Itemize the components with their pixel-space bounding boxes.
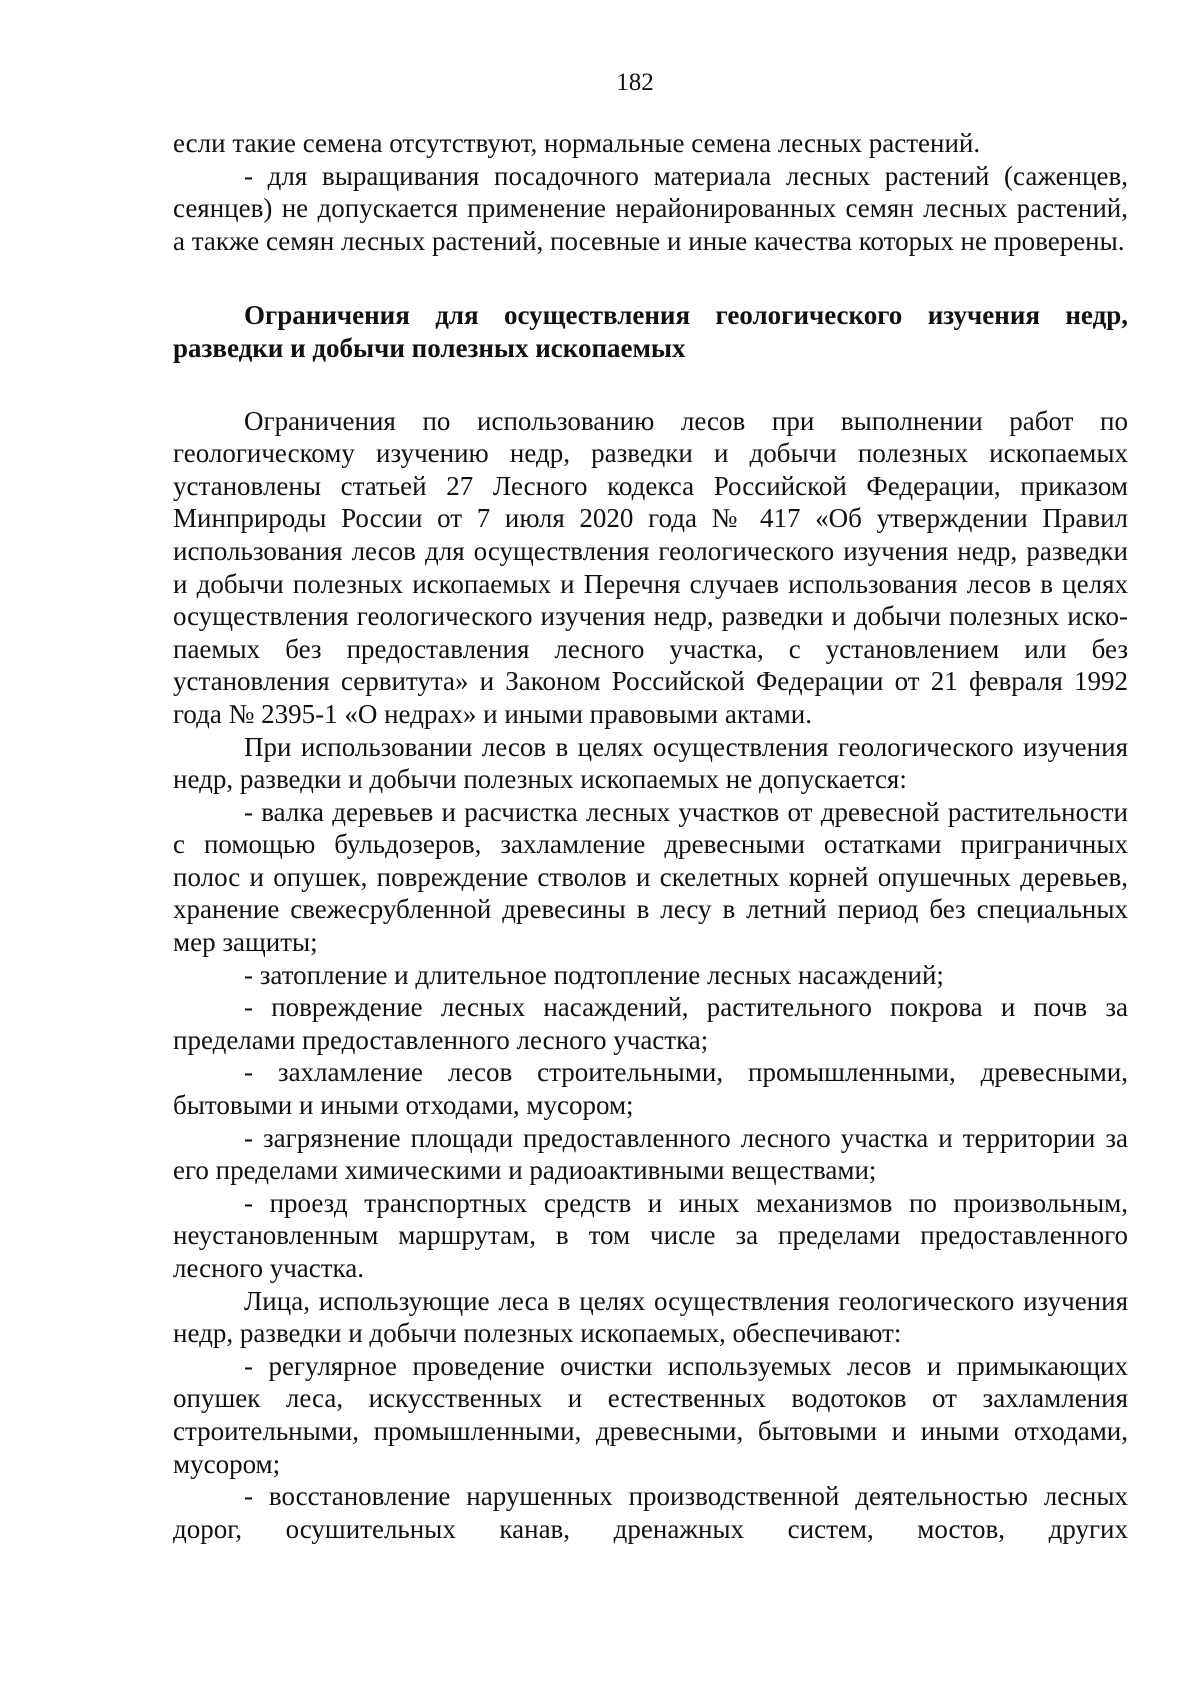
list-item-restoration: - восстановление нарушенных производственной деятельностью лесных дорог, осушительных канав, дренажных систем, мостов, других — [173, 1481, 1128, 1544]
section-heading: Ограничения для осуществления геологического изучения недр, разведки и добычи полезных ископаемых — [173, 300, 1128, 363]
paragraph-seeds-restriction: - для выращивания посадочного материала лесных растений (саженцев, сеянцев) не допускается применение нерайонированных семян лесных растений, а также семян лесных растений, посевные и иные качества которых не проверены. — [173, 160, 1128, 256]
list-item-felling: - валка деревьев и расчистка лесных участков от древесной растительности с помощью бульдозеров, захламление древесными остатками приграничных полос и опушек, повреждение стволов и скелетных корней опушечных деревьев, хранение свежесрубленной древесины в лесу в летний период без специальных мер защиты; — [173, 796, 1128, 958]
list-item-pollution: - загрязнение площади предоставленного лесного участка и территории за его пределами химическими и радиоактивными веществами; — [173, 1122, 1128, 1186]
page-content — [173, 127, 1128, 1545]
paragraph-restrictions-basis: Ограничения по использованию лесов при выполнении работ по геологическому изучению недр, разведки и добычи полезных ископаемых установлены статьей 27 Лесного кодекса Российской Федерации, приказом Минприроды России от 7 июля 2020 года № 417 «Об утверждении Правил использования лесов для осуществления геологического изучения недр, разведки и добычи полезных ископаемых и Перечня случаев использования лесов в целях осуществления геологического изучения недр, разведки и добычи полезных иско-паемых без предоставления лесного участка, с установлением или без установления сервитута» и Законом Российской Федерации от 21 февраля 1992 года № 2395-1 «О недрах» и иными правовыми актами. — [173, 405, 1128, 729]
list-item-vehicle-passage: - проезд транспортных средств и иных механизмов по произвольным, неустановленным маршрутам, в том числе за пределами предоставленного лесного участка. — [173, 1187, 1128, 1283]
list-item-cleaning: - регулярное проведение очистки используемых лесов и примыкающих опушек леса, искусственных и естественных водотоков от захламления строительными, промышленными, древесными, бытовыми и иными отходами, мусором; — [173, 1350, 1128, 1479]
list-item-damage: - повреждение лесных насаждений, растительного покрова и почв за пределами предоставленного лесного участка; — [173, 992, 1128, 1055]
paragraph-not-allowed-intro: При использовании лесов в целях осуществления геологического изучения недр, разведки и добычи полезных ископаемых не допускается: — [173, 731, 1128, 795]
paragraph-obligations-intro: Лица, использующие леса в целях осуществления геологического изучения недр, разведки и добычи полезных ископаемых, обеспечивают: — [173, 1285, 1128, 1349]
list-item-flooding: - затопление и длительное подтопление лесных насаждений; — [244, 959, 944, 990]
page-number: 182 — [616, 69, 654, 96]
list-item-littering: - захламление лесов строительными, промышленными, древесными, бытовыми и иными отходами, мусором; — [173, 1057, 1128, 1121]
paragraph-continuation: если такие семена отсутствуют, нормальные семена лесных растений. — [173, 128, 981, 158]
